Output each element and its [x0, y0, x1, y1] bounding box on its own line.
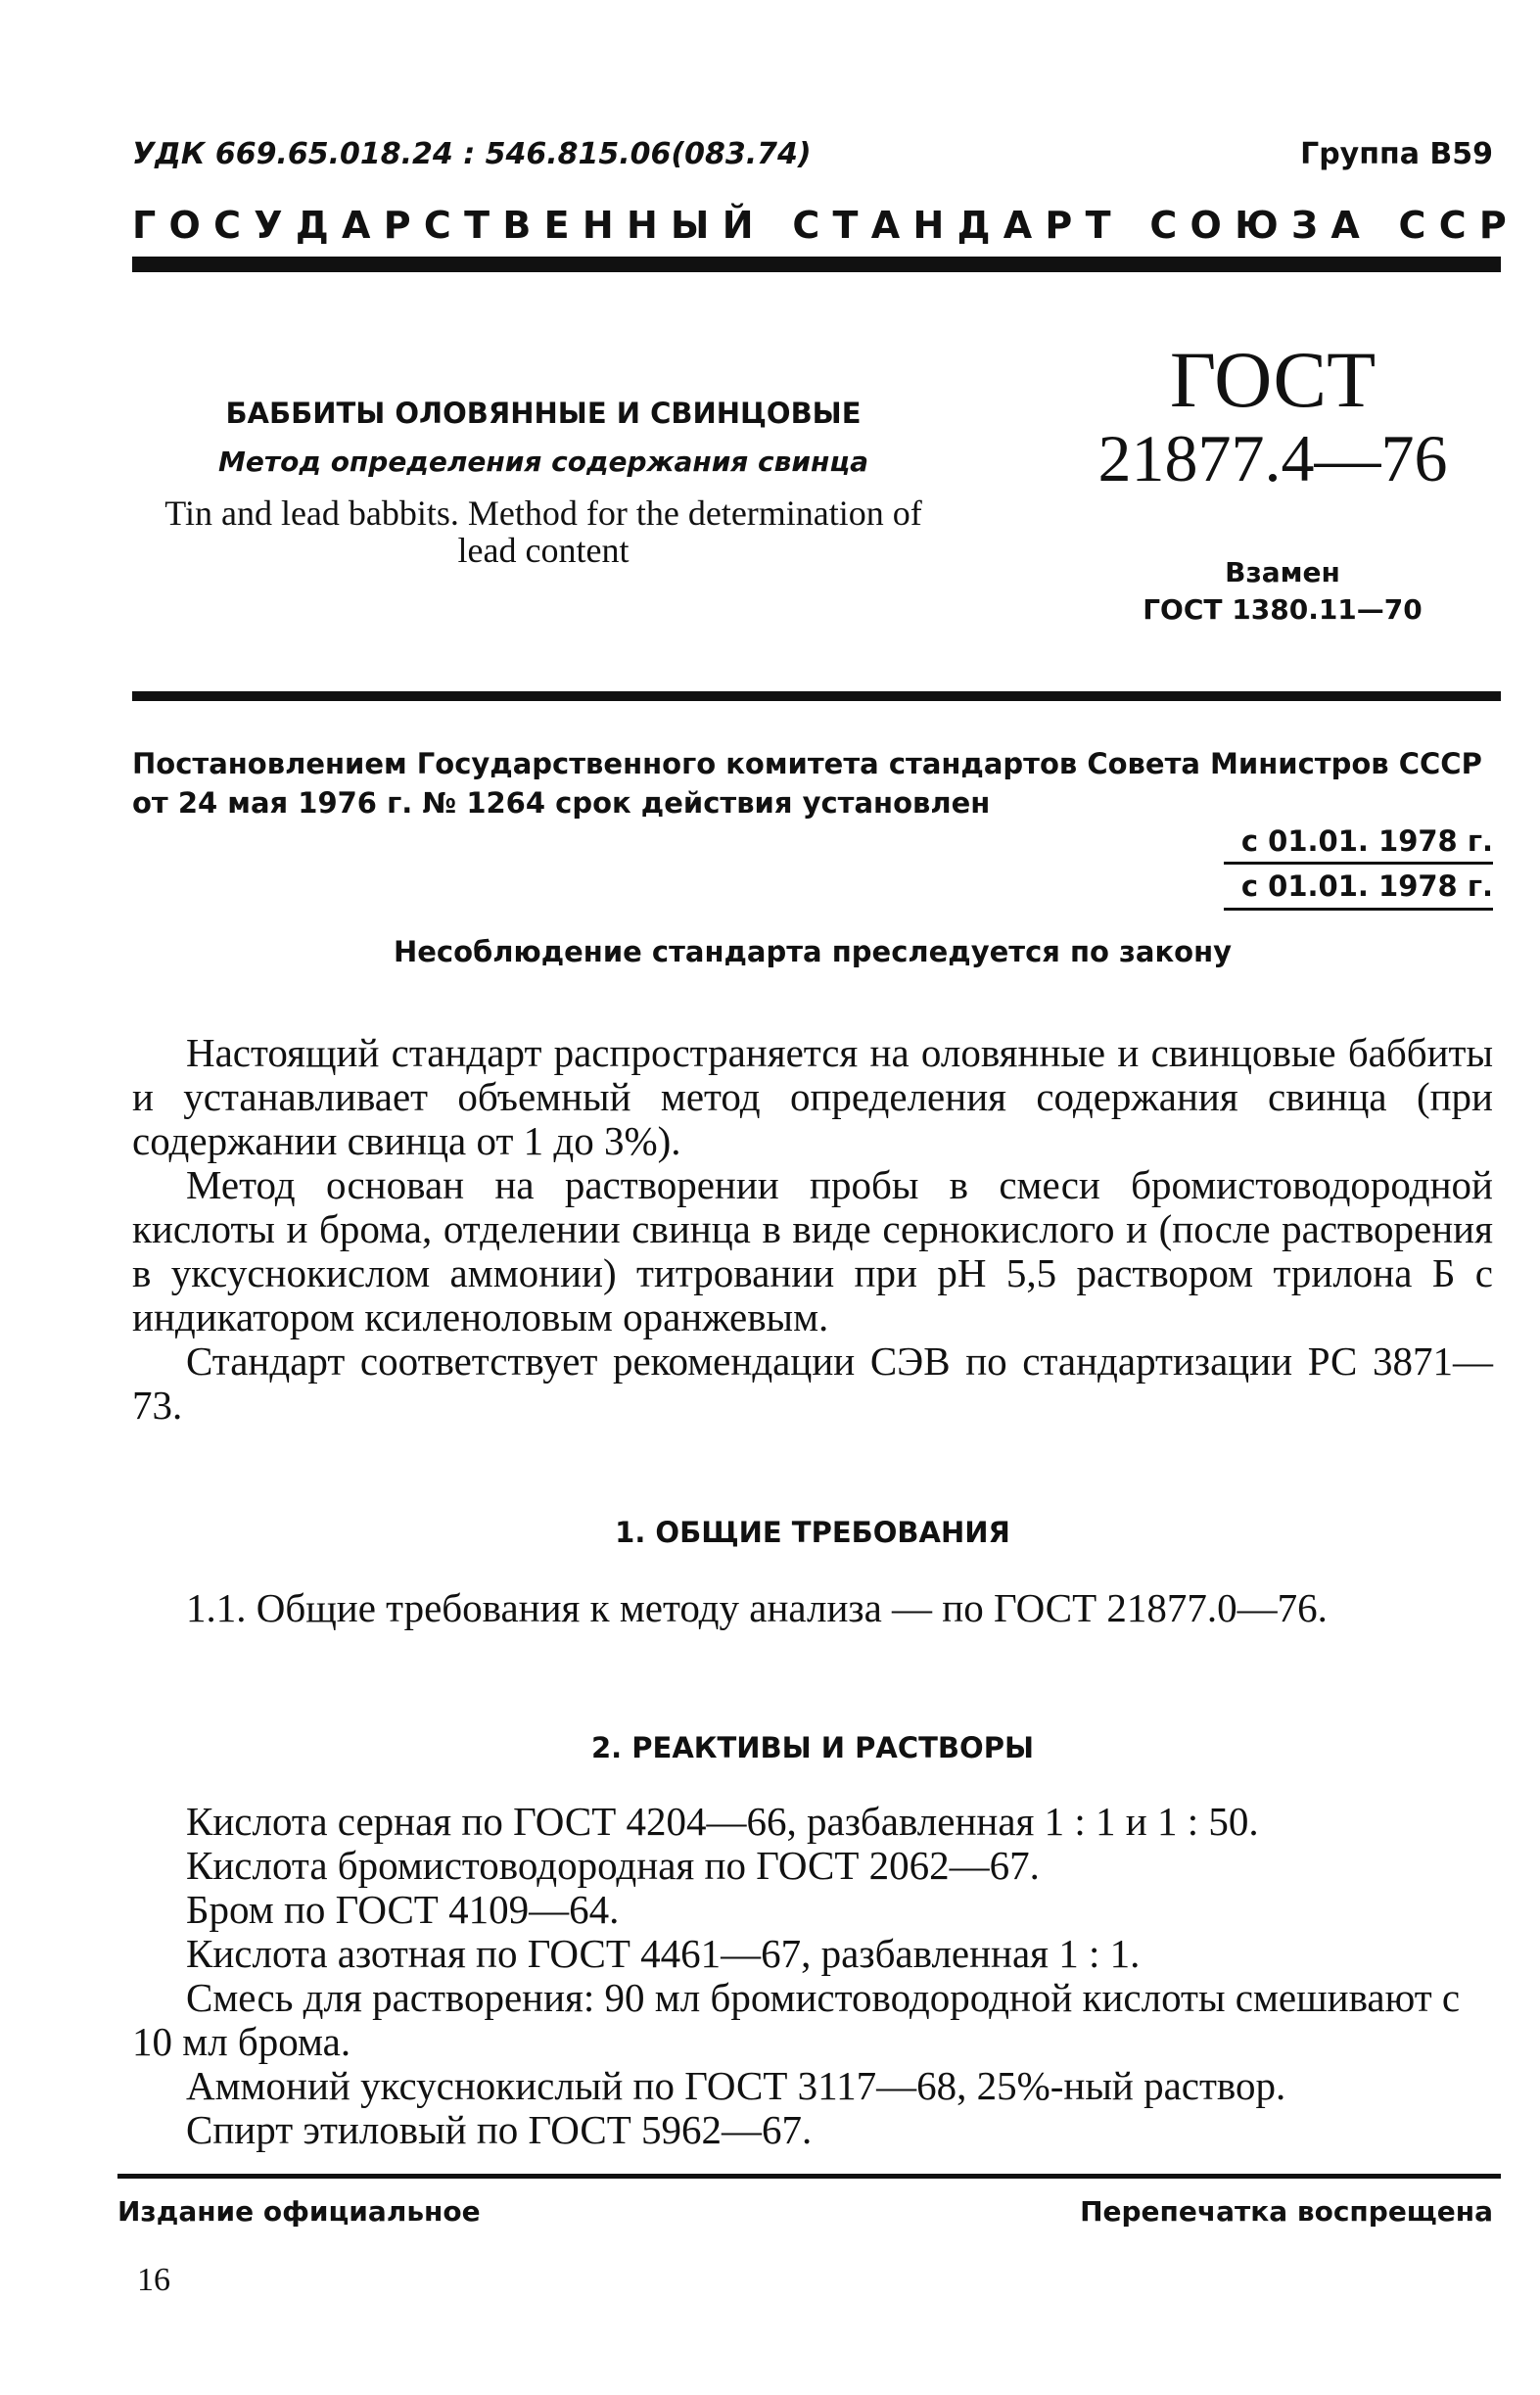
- date-underline: [1224, 862, 1493, 865]
- standard-banner: ГОСУДАРСТВЕННЫЙ СТАНДАРТ СОЮЗА ССР: [132, 204, 1520, 247]
- gost-number: 21877.4—76: [1097, 421, 1448, 495]
- replaces-label: Взамен: [1225, 556, 1340, 588]
- intro-section: [132, 1031, 1493, 1428]
- header-rule: [132, 257, 1501, 272]
- section-1-heading: 1. ОБЩИЕ ТРЕБОВАНИЯ: [615, 1516, 1010, 1549]
- page-number: 16: [137, 2262, 170, 2298]
- title-rule: [132, 691, 1501, 701]
- reagent-item: Спирт этиловый по ГОСТ 5962—67.: [186, 2107, 813, 2152]
- document-title-english: Tin and lead babbits. Method for the determination of lead content: [164, 493, 922, 570]
- effective-date-repeat: с 01.01. 1978 г.: [1240, 869, 1493, 903]
- reagent-item: Смесь для растворения: 90 мл бромистоводородной кислоты смешивают с 10 мл брома.: [132, 1975, 1461, 2064]
- reprint-note: Перепечатка воспрещена: [1080, 2195, 1493, 2228]
- date-underline-2: [1224, 908, 1493, 911]
- reagent-item: Кислота азотная по ГОСТ 4461—67, разбавленная 1 : 1.: [186, 1931, 1141, 1976]
- group-code: Группа В59: [1300, 137, 1493, 171]
- clause-1-1: 1.1. Общие требования к методу анализа — по ГОСТ 21877.0—76.: [186, 1585, 1328, 1630]
- intro-paragraph-compliance: Стандарт соответствует рекомендации СЭВ по стандартизации РС 3871—73.: [132, 1338, 1493, 1428]
- reagent-item: Бром по ГОСТ 4109—64.: [186, 1887, 620, 1932]
- document-title: БАББИТЫ ОЛОВЯННЫЕ И СВИНЦОВЫЕ: [225, 397, 862, 430]
- intro-paragraph-scope: Настоящий стандарт распространяется на оловянные и свинцовые баббиты и устанавливает объемный метод определения содержания свинца (при содержании свинца от 1 до 3%).: [132, 1030, 1493, 1163]
- section-2-heading: 2. РЕАКТИВЫ И РАСТВОРЫ: [591, 1731, 1034, 1764]
- udk-code: УДК 669.65.018.24 : 546.815.06(083.74): [132, 137, 812, 171]
- intro-paragraph-method: Метод основан на растворении пробы в смеси бромистоводородной кислоты и брома, отделении свинца в виде сернокислого и (после растворения в уксуснокислом аммонии) титровании при pH 5,5 раствором трилона Б с индикатором ксиленоловым оранжевым.: [132, 1162, 1493, 1339]
- decree-text: Постановлением Государственного комитета стандартов Совета Министров СССР от 24 мая 1976 г. № 1264 срок действия установлен: [132, 747, 1482, 820]
- footer-rule: [117, 2174, 1501, 2179]
- gost-label: ГОСТ: [1169, 335, 1377, 424]
- section-1-body: [132, 1586, 1493, 1630]
- edition-note: Издание официальное: [117, 2195, 481, 2228]
- reagent-item: Кислота бромистоводородная по ГОСТ 2062—67.: [186, 1843, 1040, 1888]
- legal-warning: Несоблюдение стандарта преследуется по закону: [393, 935, 1233, 968]
- reagents-list: [132, 1800, 1493, 2152]
- effective-date: с 01.01. 1978 г.: [1240, 824, 1493, 858]
- document-subtitle: Метод определения содержания свинца: [218, 446, 868, 478]
- reagent-item: Кислота серная по ГОСТ 4204—66, разбавленная 1 : 1 и 1 : 50.: [186, 1799, 1259, 1844]
- replaces-number: ГОСТ 1380.11—70: [1143, 593, 1423, 626]
- reagent-item: Аммоний уксуснокислый по ГОСТ 3117—68, 25%-ный раствор.: [186, 2063, 1286, 2108]
